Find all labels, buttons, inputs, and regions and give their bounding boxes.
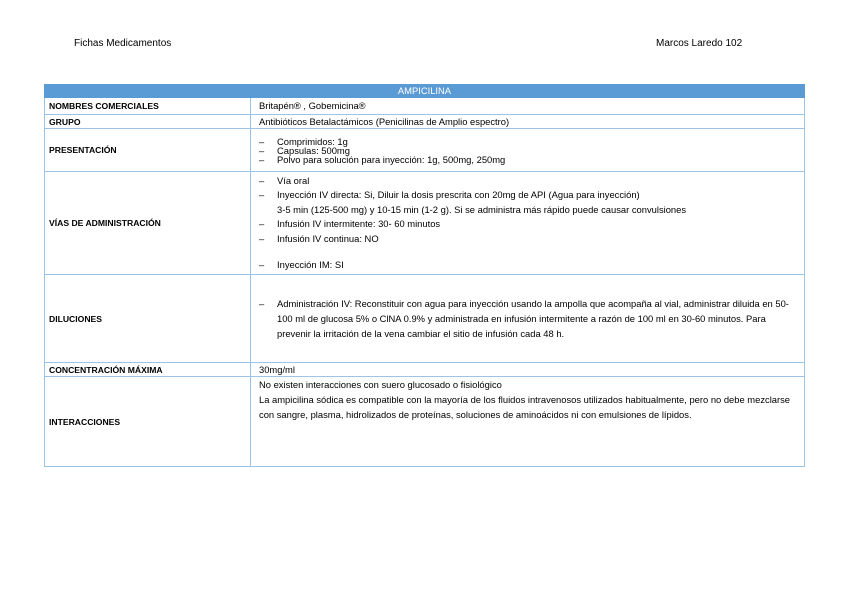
list-item: – Polvo para solución para inyección: 1g, 500mg, 250mg [259,155,800,164]
presentation-list [259,137,800,164]
row-label: DILUCIONES [45,275,251,363]
drug-sheet-table [44,84,805,467]
list-item: – Inyección IM: SI [259,258,800,273]
list-item: – Vía oral [259,174,800,189]
table-row-grupo [45,115,805,129]
table-row-nombres [45,98,805,115]
list-item: – Administración IV: Reconstituir con agua para inyección usando la ampolla que acompaña al vial, administrar diluida en 50-100 ml de glucosa 5% o ClNA 0.9% y administrada en infusión intermitente a razón de 100 ml en 30-60 minutos. Para prevenir la irritación de la vena cambiar el sitio de infusión cada 48 h. [259,296,794,341]
interaction-line: No existen interacciones con suero glucosado o fisiológico [259,379,502,390]
document-header-title: Fichas Medicamentos [74,38,172,49]
drug-name-title: AMPICILINA [45,85,805,98]
table-row-concentracion [45,363,805,377]
row-label: VÍAS DE ADMINISTRACIÓN [45,172,251,275]
table-row-interacciones [45,377,805,467]
row-value: Antibióticos Betalactámicos (Penicilinas de Amplio espectro) [251,115,805,129]
table-row-vias [45,172,805,275]
interaction-line: La ampicilina sódica es compatible con la mayoría de los fluidos intravenosos utilizados habitualmente, pero no debe mezclarse con sangre, plasma, hidrolizados de proteínas, soluciones de aminoácidos ni con emulsiones de lípidos. [259,394,791,420]
table-title-row [45,85,805,98]
dilution-list [259,296,794,341]
list-item: – Infusión IV intermitente: 30- 60 minutos [259,217,800,232]
document-header-author: Marcos Laredo 102 [656,38,743,49]
list-item: – Infusión IV continua: NO [259,232,800,247]
list-spacer [259,246,800,258]
table-row-presentacion [45,129,805,172]
row-label: NOMBRES COMERCIALES [45,98,251,115]
row-value: Britapén® , Gobemicina® [251,98,805,115]
administration-routes-list [259,174,800,273]
list-item: – Inyección IV directa: Si, Diluir la dosis prescrita con 20mg de API (Agua para inyección) [259,188,800,203]
row-label: CONCENTRACIÓN MÁXIMA [45,363,251,377]
row-label: INTERACCIONES [45,377,251,467]
list-item: – Comprimidos: 1g [259,137,800,146]
table-row-diluciones [45,275,805,363]
row-label: GRUPO [45,115,251,129]
list-item: – Capsulas: 500mg [259,146,800,155]
list-item-continuation: 3-5 min (125-500 mg) y 10-15 min (1-2 g). Si se administra más rápido puede causar convulsiones [277,203,687,215]
row-label: PRESENTACIÓN [45,129,251,172]
row-value: 30mg/ml [251,363,805,377]
